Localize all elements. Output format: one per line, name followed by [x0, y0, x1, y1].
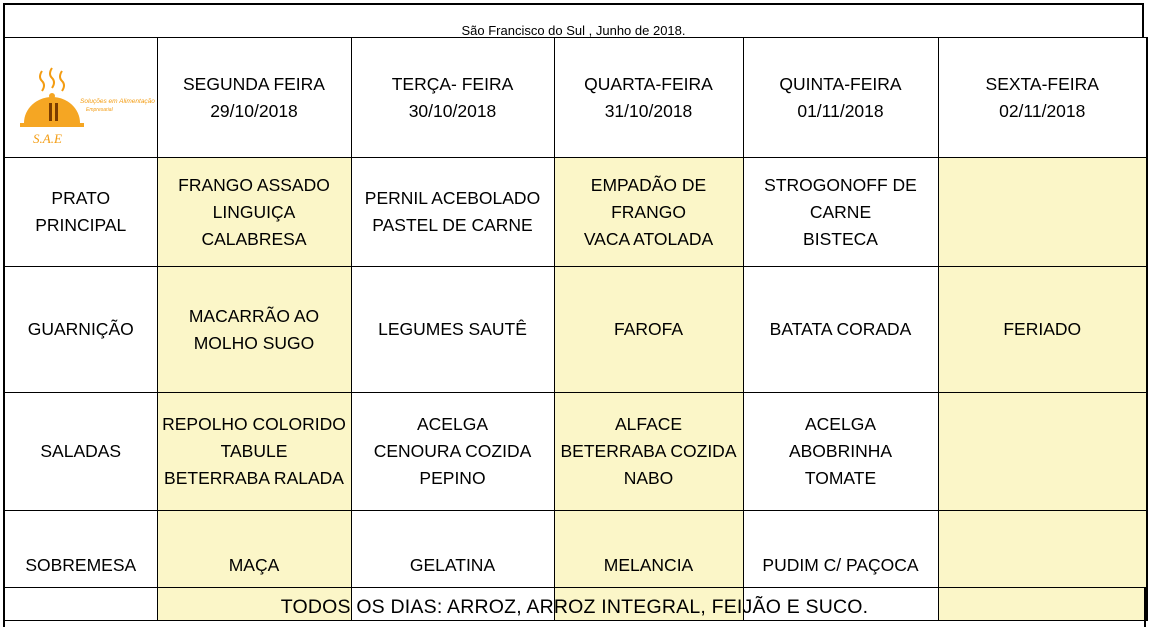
dessert-thursday: PUDIM C/ PAÇOCA	[743, 511, 938, 621]
side-dish-monday: MACARRÃO AO MOLHO SUGO	[157, 267, 351, 393]
salads-row	[4, 393, 1147, 511]
document-header	[3, 3, 1144, 37]
logo-initials: S.A.E	[32, 131, 62, 146]
row-label-dessert: SOBREMESA	[4, 511, 157, 621]
day-header-monday: SEGUNDA FEIRA 29/10/2018	[157, 38, 351, 158]
main-dish-tuesday: PERNIL ACEBOLADO PASTEL DE CARNE	[351, 158, 554, 267]
day-header-friday: SEXTA-FEIRA 02/11/2018	[938, 38, 1147, 158]
dessert-monday: MAÇA	[157, 511, 351, 621]
salads-thursday: ACELGA ABOBRINHA TOMATE	[743, 393, 938, 511]
main-dish-row	[4, 158, 1147, 267]
header-title: São Francisco do Sul , Junho de 2018.	[461, 22, 686, 38]
day-header-wednesday: QUARTA-FEIRA 31/10/2018	[554, 38, 743, 158]
side-dish-wednesday: FAROFA	[554, 267, 743, 393]
main-dish-friday	[938, 158, 1147, 267]
side-dish-friday: FERIADO	[938, 267, 1147, 393]
salads-friday	[938, 393, 1147, 511]
main-dish-thursday: STROGONOFF DE CARNE BISTECA	[743, 158, 938, 267]
main-dish-monday: FRANGO ASSADO LINGUIÇA CALABRESA	[157, 158, 351, 267]
side-dish-thursday: BATATA CORADA	[743, 267, 938, 393]
row-label-side-dish: GUARNIÇÃO	[4, 267, 157, 393]
day-header-thursday: QUINTA-FEIRA 01/11/2018	[743, 38, 938, 158]
cloche-logo-icon	[6, 65, 156, 149]
dessert-tuesday: GELATINA	[351, 511, 554, 621]
salads-wednesday: ALFACE BETERRABA COZIDA NABO	[554, 393, 743, 511]
row-label-salads: SALADAS	[4, 393, 157, 511]
logo-tagline: Soluções em Alimentação	[79, 98, 155, 105]
main-dish-wednesday: EMPADÃO DE FRANGO VACA ATOLADA	[554, 158, 743, 267]
footer-text: TODOS OS DIAS: ARROZ, ARROZ INTEGRAL, FEIJÃO E SUCO.	[280, 596, 869, 618]
weekly-menu-table	[3, 37, 1148, 621]
dessert-wednesday: MELANCIA	[554, 511, 743, 621]
days-header-row	[4, 38, 1147, 158]
side-dish-row	[4, 267, 1147, 393]
day-header-tuesday: TERÇA- FEIRA 30/10/2018	[351, 38, 554, 158]
salads-monday: REPOLHO COLORIDO TABULE BETERRABA RALADA	[157, 393, 351, 511]
logo-subtagline: Empresarial	[85, 107, 113, 113]
footer-note	[3, 587, 1146, 627]
logo	[4, 38, 157, 158]
row-label-main-dish: PRATO PRINCIPAL	[4, 158, 157, 267]
side-dish-tuesday: LEGUMES SAUTÊ	[351, 267, 554, 393]
salads-tuesday: ACELGA CENOURA COZIDA PEPINO	[351, 393, 554, 511]
